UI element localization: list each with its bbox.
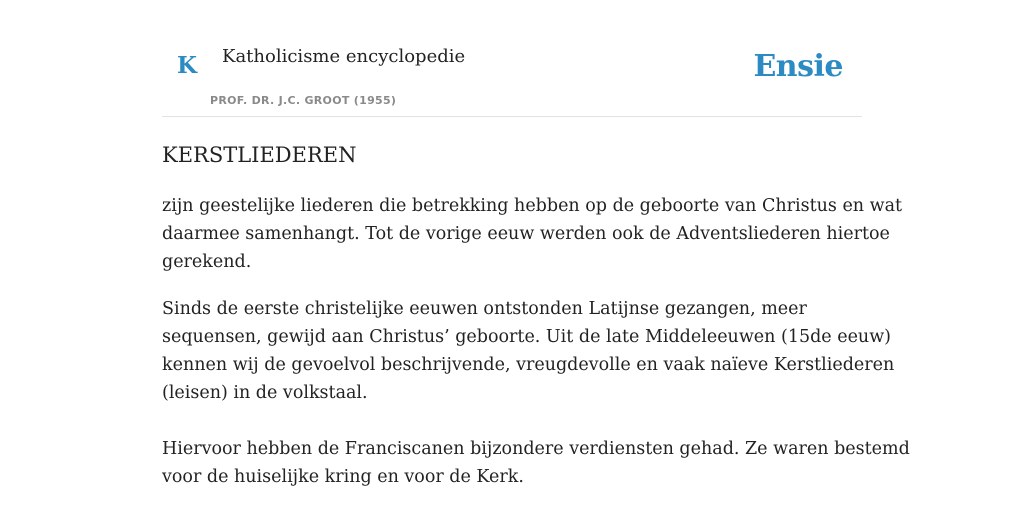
- paragraph-line: gerekend.: [162, 252, 252, 272]
- paragraph-line: kennen wij de gevoelvol beschrijvende, vreugdevolle en vaak naïeve Kerstliederen: [162, 355, 895, 375]
- article-paragraph: [162, 435, 910, 491]
- encyclopedia-logo-icon[interactable]: K: [177, 52, 197, 79]
- brand-logo[interactable]: Ensie: [753, 49, 843, 84]
- article-heading: KERSTLIEDEREN: [162, 143, 357, 167]
- paragraph-line: Sinds de eerste christelijke eeuwen ontstonden Latijnse gezangen, meer: [162, 299, 807, 319]
- article: [162, 140, 910, 491]
- paragraph-line: zijn geestelijke liederen die betrekking hebben op de geboorte van Christus en wat: [162, 196, 903, 216]
- article-paragraph: [162, 192, 903, 276]
- paragraph-line: Hiervoor hebben de Franciscanen bijzondere verdiensten gehad. Ze waren bestemd: [162, 439, 910, 459]
- paragraph-line: (leisen) in de volkstaal.: [162, 383, 368, 403]
- header: [162, 0, 862, 117]
- paragraph-line: sequensen, gewijd aan Christus’ geboorte. Uit de late Middeleeuwen (15de eeuw): [162, 327, 892, 347]
- encyclopedia-title[interactable]: Katholicisme encyclopedie: [222, 46, 466, 67]
- paragraph-line: voor de huiselijke kring en voor de Kerk.: [162, 467, 524, 487]
- article-paragraph: [162, 295, 895, 407]
- paragraph-line: daarmee samenhangt. Tot de vorige eeuw werden ook de Adventsliederen hiertoe: [162, 224, 890, 244]
- encyclopedia-author: PROF. DR. J.C. GROOT (1955): [210, 94, 397, 107]
